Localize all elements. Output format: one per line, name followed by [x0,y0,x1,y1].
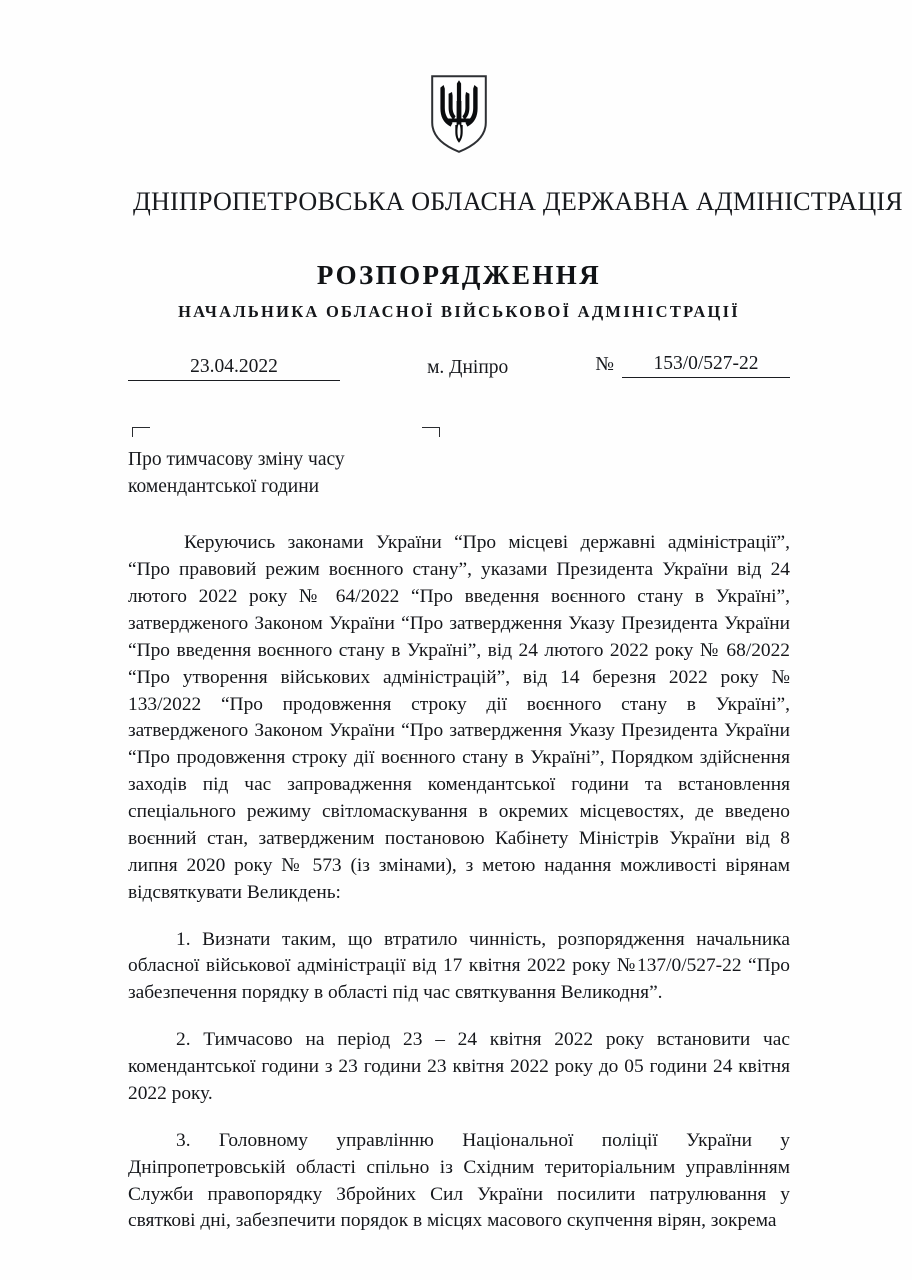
subject-line-2: комендантської години [128,475,320,497]
bracket-corner-left-icon [132,427,150,437]
document-number: 153/0/527-22 [622,353,790,378]
document-subtype-title: НАЧАЛЬНИКА ОБЛАСНОЇ ВІЙСЬКОВОЇ АДМІНІСТРАЦІЇ [178,301,740,321]
document-date: 23.04.2022 [128,356,340,381]
clause-item-3: 3. Головному управлінню Національної поліції України у Дніпропетровській області спільно із Східним територіальним управлінням Служби правопорядку Збройних Сил України посилити патрулювання у святкові дні, забезпечити порядок в місцях масового скупчення вірян, зокрема [128,1129,790,1232]
document-body [128,530,790,1235]
clause-item-1: 1. Визнати таким, що втратило чинність, розпорядження начальника обласної військової адміністрації від 17 квітня 2022 року №137/0/527-22 “Про забезпечення порядку в області під час святкування Великодня”. [128,928,790,1004]
clause-item-2: 2. Тимчасово на період 23 – 24 квітня 2022 року встановити час комендантської години з 23 години 23 квітня 2022 року до 05 години 24 квітня 2022 року. [128,1029,790,1104]
preamble-paragraph: Керуючись законами України “Про місцеві державні адміністрації”, “Про правовий режим воєнного стану”, указами Президента України від 24 лютого 2022 року № 64/2022 “Про введення воєнного стану в Україні”, затвердженого Законом України “Про затвердження Указу Президента України “Про введення воєнного стану в Україні”, від 24 лютого 2022 року № 68/2022 “Про утворення військових адміністрацій”, від 14 березня 2022 року № 133/2022 “Про продовження строку дії воєнного стану в Україні”, затвердженого Законом України “Про затвердження Указу Президента України “Про продовження строку дії воєнного стану в Україні”, Порядком здійснення заходів під час запровадження комендантської години та встановлення спеціального режиму світломаскування в окремих місцевостях, де введено воєнний стан, затвердженим постановою Кабінету Міністрів України від 8 липня 2020 року № 573 (із змінами), з метою надання можливості вірянам відсвяткувати Великдень: [128,532,790,903]
subject-block [128,427,440,500]
number-sign: № [595,353,614,375]
document-type-title: РОЗПОРЯДЖЕННЯ [316,259,602,290]
emblem-container [128,0,790,154]
document-place: м. Дніпро [427,356,509,378]
ukraine-trident-coat-of-arms-icon [430,74,488,154]
document-meta-row [128,353,790,381]
subject-line-1: Про тимчасову зміну часу [128,449,345,471]
document-number-group [595,353,790,381]
bracket-corner-right-icon [422,427,440,437]
organization-name: ДНІПРОПЕТРОВСЬКА ОБЛАСНА ДЕРЖАВНА АДМІНІСТРАЦІЯ [132,186,903,216]
